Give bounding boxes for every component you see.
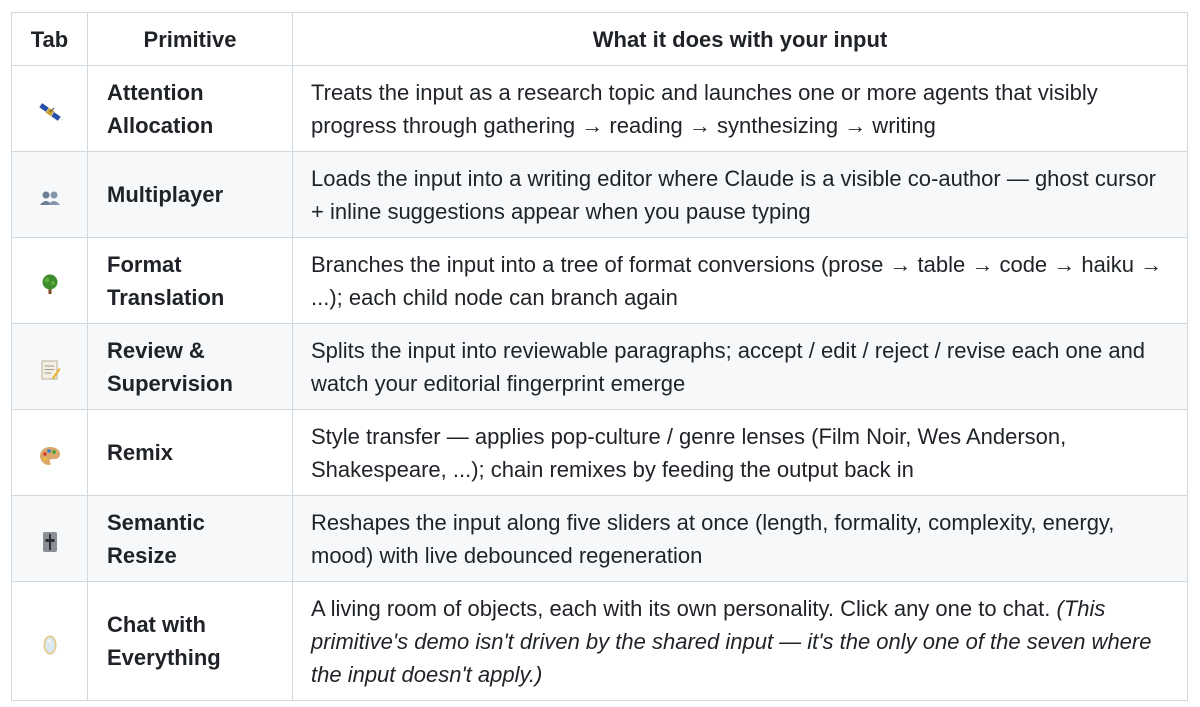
mirror-icon: [39, 632, 61, 654]
table-row: [12, 66, 1188, 152]
primitive-description: Loads the input into a writing editor where Claude is a visible co-author — ghost cursor + inline suggestions appear when you pause typing: [293, 152, 1188, 238]
tab-icon-cell: [12, 496, 88, 582]
primitive-name: Format Translation: [88, 238, 293, 324]
people-icon: [39, 185, 61, 207]
primitive-name: Multiplayer: [88, 152, 293, 238]
primitive-description-cell: [293, 582, 1188, 701]
slider-icon: [39, 529, 61, 551]
primitive-description: Treats the input as a research topic and launches one or more agents that visibly progress through gathering → reading → synthesizing → writing: [293, 66, 1188, 152]
primitive-name: Attention Allocation: [88, 66, 293, 152]
primitive-name: Chat with Everything: [88, 582, 293, 701]
tab-icon-cell: [12, 582, 88, 701]
memo-icon: [39, 357, 61, 379]
primitive-description: Splits the input into reviewable paragraphs; accept / edit / reject / revise each one and watch your editorial fingerprint emerge: [293, 324, 1188, 410]
tab-icon-cell: [12, 410, 88, 496]
primitives-table: [11, 12, 1188, 701]
satellite-icon: [39, 99, 61, 121]
table-row: [12, 582, 1188, 701]
primitive-description: A living room of objects, each with its own personality. Click any one to chat.: [311, 595, 1057, 621]
palette-icon: [39, 443, 61, 465]
header-description: What it does with your input: [293, 13, 1188, 66]
table-row: [12, 410, 1188, 496]
tab-icon-cell: [12, 66, 88, 152]
tab-icon-cell: [12, 238, 88, 324]
tab-icon-cell: [12, 324, 88, 410]
primitive-description: Style transfer — applies pop-culture / genre lenses (Film Noir, Wes Anderson, Shakespeare, ...); chain remixes by feeding the output back in: [293, 410, 1188, 496]
table-row: [12, 496, 1188, 582]
header-tab: Tab: [12, 13, 88, 66]
header-primitive: Primitive: [88, 13, 293, 66]
primitive-description: Reshapes the input along five sliders at once (length, formality, complexity, energy, mood) with live debounced regeneration: [293, 496, 1188, 582]
table-header-row: [12, 13, 1188, 66]
table-row: [12, 152, 1188, 238]
primitives-table-container: [11, 12, 1188, 701]
tree-icon: [39, 271, 61, 293]
primitive-name: Review & Supervision: [88, 324, 293, 410]
primitive-description: Branches the input into a tree of format conversions (prose → table → code → haiku → ...); each child node can branch again: [293, 238, 1188, 324]
primitive-name: Remix: [88, 410, 293, 496]
primitive-name: Semantic Resize: [88, 496, 293, 582]
table-row: [12, 324, 1188, 410]
tab-icon-cell: [12, 152, 88, 238]
primitive-description-note: (This primitive's demo isn't driven by the shared input — it's the only one of the seven where the input doesn't apply.): [311, 595, 1152, 687]
table-row: [12, 238, 1188, 324]
